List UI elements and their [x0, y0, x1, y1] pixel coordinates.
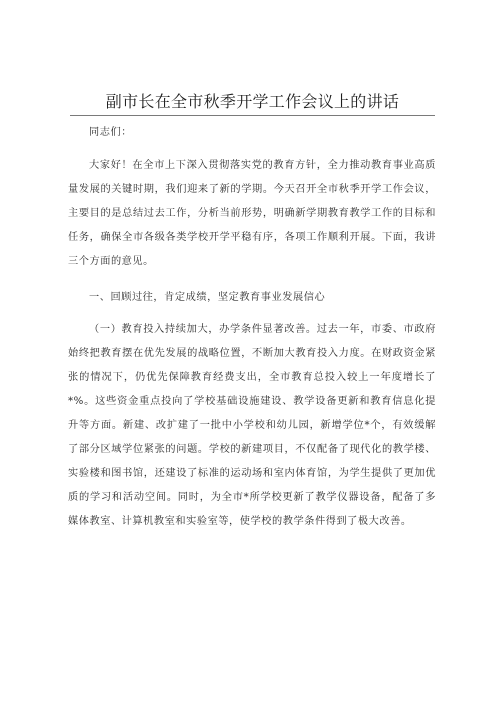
document-title: 副市长在全市秋季开学工作会议上的讲话: [105, 92, 400, 111]
title-divider: [70, 115, 435, 116]
paragraph-section-1-1: （一）教育投入持续加大，办学条件显著改善。过去一年，市委、市政府始终把教育摆在优先发展的战略位置，不断加大教育投入力度。在财政资金紧张的情况下，仍优先保障教育经费支出，全市教育总投入较上一年度增长了*%。这些资金重点投向了学校基础设施建设、教学设备更新和教育信息化提升等方面。新建、改扩建了一批中小学校和幼儿园，新增学位*个，有效缓解了部分区域学位紧张的问题。学校的新建项目，不仅配备了现代化的教学楼、实验楼和图书馆，还建设了标准的运动场和室内体育馆，为学生提供了更加优质的学习和活动空间。同时，为全市*所学校更新了教学仪器设备，配备了多媒体教室、计算机教室和实验室等，使学校的教学条件得到了极大改善。: [68, 324, 436, 527]
salutation: 同志们：: [89, 127, 132, 138]
paragraph-intro: 大家好！在全市上下深入贯彻落实党的教育方针，全力推动教育事业高质量发展的关键时期，我们迎来了新的学期。今天召开全市秋季开学工作会议，主要目的是总结过去工作，分析当前形势，明确新学期教育教学工作的目标和任务，确保全市各级各类学校开学平稳有序，各项工作顺利开展。下面，我讲三个方面的意见。: [68, 160, 436, 267]
section-heading: 一、回顾过往，肯定成绩，坚定教育事业发展信心: [89, 292, 326, 303]
